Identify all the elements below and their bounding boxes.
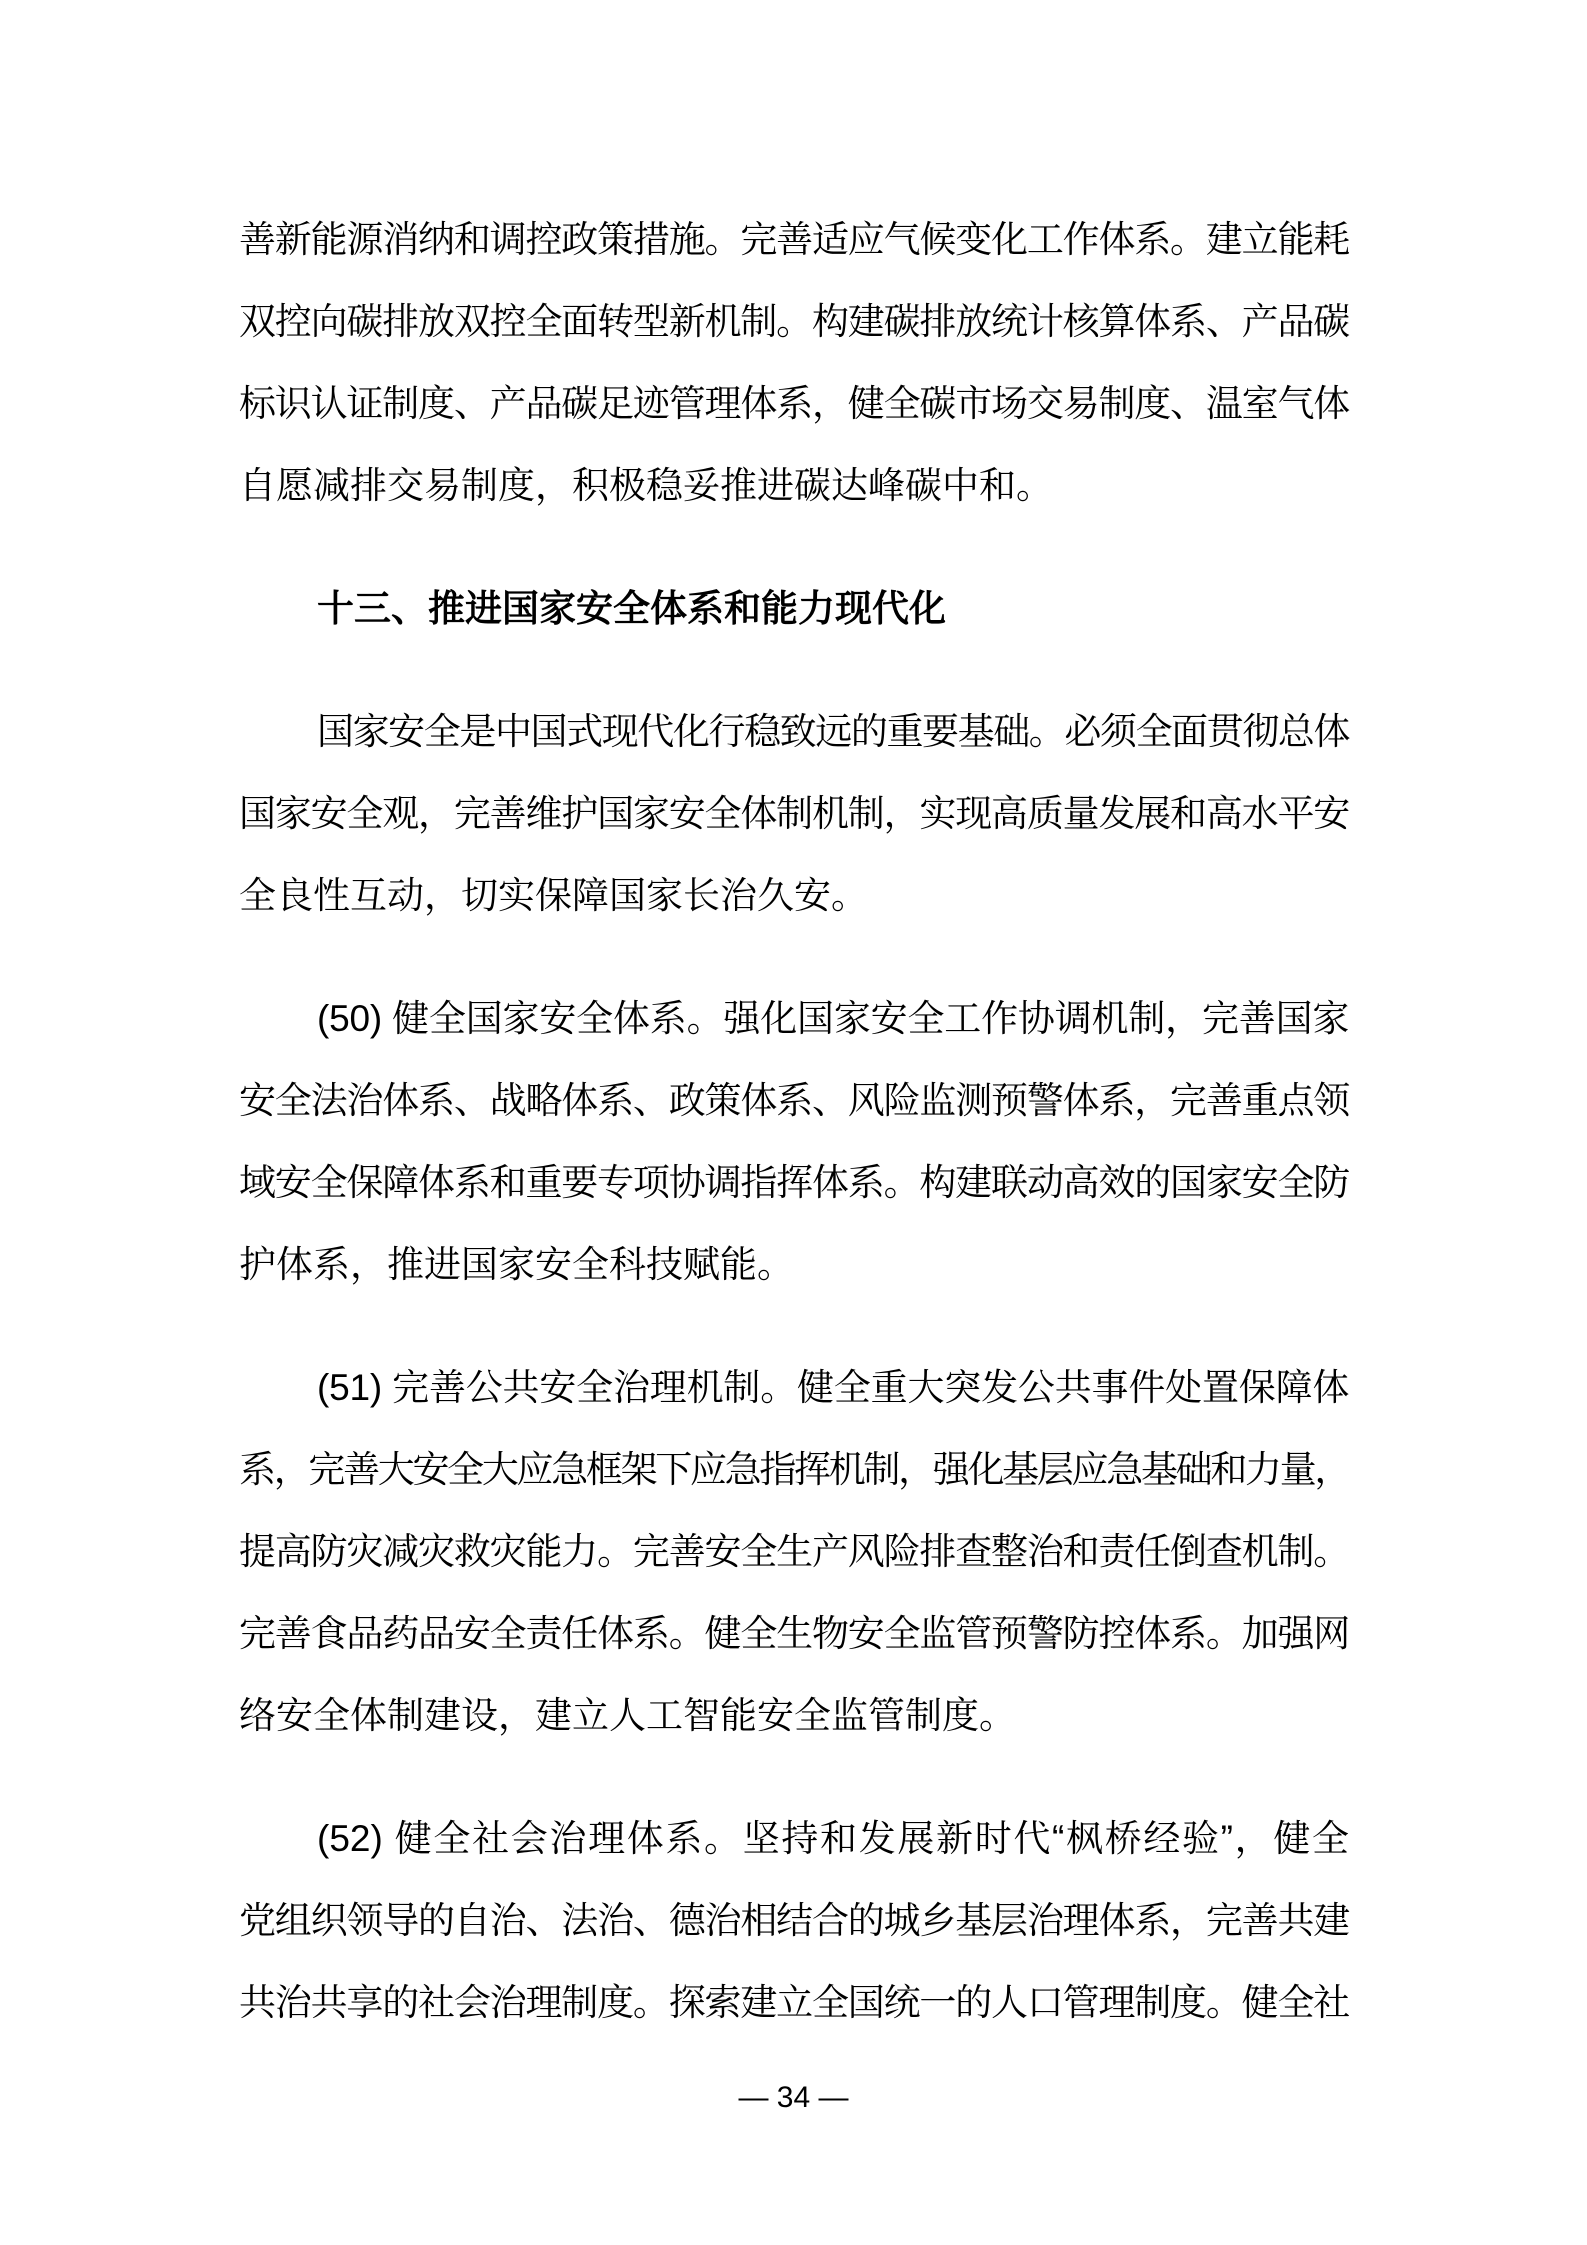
paragraph-line: 善新能源消纳和调控政策措施。完善适应气候变化工作体系。建立能耗 — [239, 219, 1350, 260]
paragraph-line: 共治共享的社会治理制度。探索建立全国统一的人口管理制度。健全社 — [239, 1982, 1350, 2023]
paragraph — [239, 1798, 1349, 2044]
paragraph-line: (52) 健全社会治理体系。坚持和发展新时代“枫桥经验”，健全 — [317, 1818, 1349, 1859]
paragraph-line: 完善食品药品安全责任体系。健全生物安全监管预警防控体系。加强网 — [239, 1613, 1350, 1654]
paragraph-line: 安全法治体系、战略体系、政策体系、风险监测预警体系，完善重点领 — [239, 1080, 1350, 1121]
paragraph-line: 全良性互动，切实保障国家长治久安。 — [239, 875, 868, 916]
document-body — [239, 199, 1349, 2085]
paragraph-line: 护体系，推进国家安全科技赋能。 — [239, 1244, 794, 1285]
paragraph-line: (51) 完善公共安全治理机制。健全重大突发公共事件处置保障体 — [317, 1367, 1350, 1408]
section-heading — [239, 568, 1349, 650]
paragraph-line: 自愿减排交易制度，积极稳妥推进碳达峰碳中和。 — [239, 465, 1053, 506]
paragraph-line: 国家安全是中国式现代化行稳致远的重要基础。必须全面贯彻总体 — [317, 711, 1350, 752]
paragraph-line: 党组织领导的自治、法治、德治相结合的城乡基层治理体系，完善共建 — [239, 1900, 1350, 1941]
paragraph-line: 标识认证制度、产品碳足迹管理体系，健全碳市场交易制度、温室气体 — [239, 383, 1350, 424]
paragraph — [239, 691, 1349, 937]
paragraph-line: 域安全保障体系和重要专项协调指挥体系。构建联动高效的国家安全防 — [239, 1162, 1350, 1203]
paragraph-line: 系，完善大安全大应急框架下应急指挥机制，强化基层应急基础和力量， — [239, 1449, 1350, 1490]
paragraph-line: (50) 健全国家安全体系。强化国家安全工作协调机制，完善国家 — [317, 998, 1350, 1039]
page-number: — 34 — — [738, 2081, 849, 2114]
section-heading-text: 十三、推进国家安全体系和能力现代化 — [317, 588, 946, 629]
paragraph-line: 国家安全观，完善维护国家安全体制机制，实现高质量发展和高水平安 — [239, 793, 1350, 834]
paragraph — [239, 978, 1349, 1306]
paragraph-line: 双控向碳排放双控全面转型新机制。构建碳排放统计核算体系、产品碳 — [239, 301, 1350, 342]
paragraph-line: 提高防灾减灾救灾能力。完善安全生产风险排查整治和责任倒查机制。 — [239, 1531, 1350, 1572]
paragraph — [239, 199, 1349, 527]
paragraph-line: 络安全体制建设，建立人工智能安全监管制度。 — [239, 1695, 1016, 1736]
paragraph — [239, 1347, 1349, 1757]
